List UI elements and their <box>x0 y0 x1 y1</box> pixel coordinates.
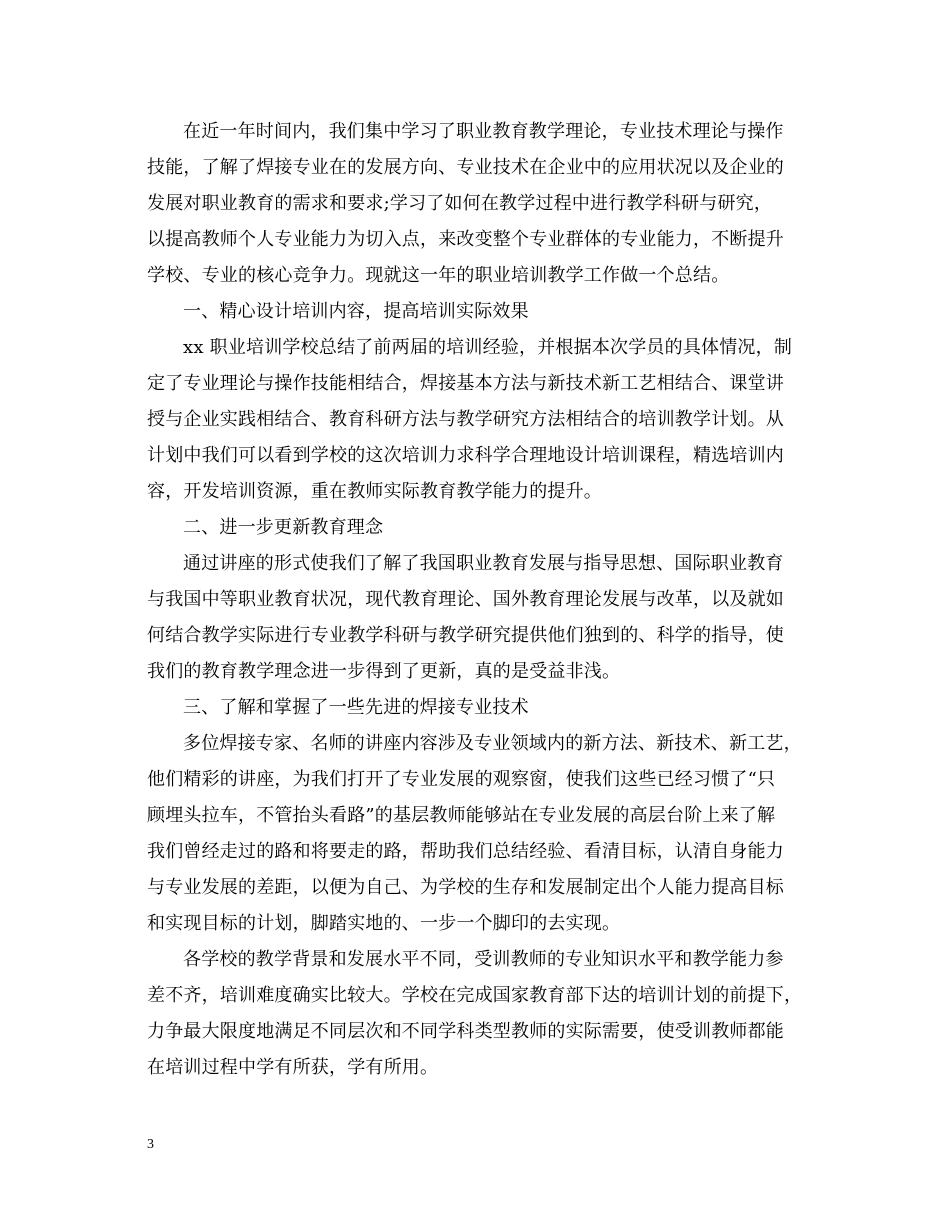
section-heading: 三、了解和掌握了一些先进的焊接专业技术 <box>183 697 529 718</box>
paragraph-line: 计划中我们可以看到学校的这次培训力求科学合理地设计培训课程，精选培训内 <box>147 445 784 466</box>
paragraph-line: 和实现目标的计划，脚踏实地的、一步一个脚印的去实现。 <box>147 913 621 934</box>
paragraph-line: 多位焊接专家、名师的讲座内容涉及专业领域内的新方法、新技术、新工艺， <box>183 733 802 754</box>
paragraph-line: 与我国中等职业教育状况，现代教育理论、国外教育理论发展与改革，以及就如 <box>147 589 784 610</box>
paragraph-line: 我们的教育教学理念进一步得到了更新，真的是受益非浅。 <box>147 661 621 682</box>
paragraph-line: 在近一年时间内，我们集中学习了职业教育教学理论，专业技术理论与操作 <box>183 121 784 142</box>
paragraph-line: 差不齐，培训难度确实比较大。学校在完成国家教育部下达的培训计划的前提下， <box>147 985 803 1006</box>
paragraph-line: 顾埋头拉车，不管抬头看路”的基层教师能够站在专业发展的高层台阶上来了解 <box>147 805 776 826</box>
paragraph-line: 在培训过程中学有所获，学有所用。 <box>147 1057 439 1078</box>
paragraph-line: xx 职业培训学校总结了前两届的培训经验，并根据本次学员的具体情况，制 <box>183 337 793 358</box>
paragraph-line: 力争最大限度地满足不同层次和不同学科类型教师的实际需要，使受训教师都能 <box>147 1021 784 1042</box>
page-number: 3 <box>147 1137 154 1152</box>
paragraph-line: 与专业发展的差距，以便为自己、为学校的生存和发展制定出个人能力提高目标 <box>147 877 784 898</box>
paragraph-line: 各学校的教学背景和发展水平不同，受训教师的专业知识水平和教学能力参 <box>183 949 784 970</box>
paragraph-line: 容，开发培训资源，重在教师实际教育教学能力的提升。 <box>147 481 602 502</box>
section-heading: 二、进一步更新教育理念 <box>183 517 384 538</box>
paragraph-line: 定了专业理论与操作技能相结合，焊接基本方法与新技术新工艺相结合、课堂讲 <box>147 373 784 394</box>
paragraph-line: 我们曾经走过的路和将要走的路，帮助我们总结经验、看清目标，认清自身能力 <box>147 841 784 862</box>
paragraph-line: 发展对职业教育的需求和要求;学习了如何在教学过程中进行教学科研与研究， <box>147 193 773 214</box>
paragraph-line: 技能，了解了焊接专业在的发展方向、专业技术在企业中的应用状况以及企业的 <box>147 157 784 178</box>
paragraph-line: 以提高教师个人专业能力为切入点，来改变整个专业群体的专业能力，不断提升 <box>147 229 784 250</box>
paragraph-line: 学校、专业的核心竞争力。现就这一年的职业培训教学工作做一个总结。 <box>147 265 730 286</box>
section-heading: 一、精心设计培训内容，提高培训实际效果 <box>183 301 529 322</box>
paragraph-line: 授与企业实践相结合、教育科研方法与教学研究方法相结合的培训教学计划。从 <box>147 409 784 430</box>
paragraph-line: 他们精彩的讲座，为我们打开了专业发展的观察窗，使我们这些已经习惯了“只 <box>147 769 776 790</box>
paragraph-line: 通过讲座的形式使我们了解了我国职业教育发展与指导思想、国际职业教育 <box>183 553 784 574</box>
paragraph-line: 何结合教学实际进行专业教学科研与教学研究提供他们独到的、科学的指导，使 <box>147 625 784 646</box>
